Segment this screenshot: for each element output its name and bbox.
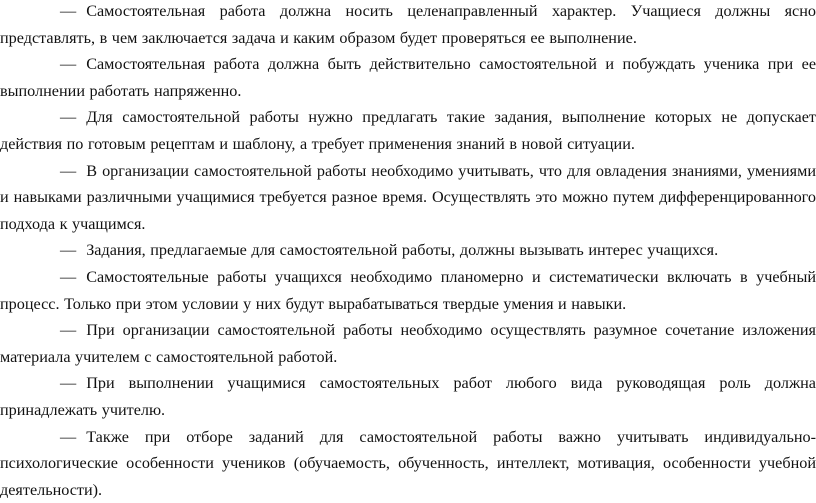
paragraph-8 bbox=[0, 370, 816, 423]
paragraph-text: Самостоятельная работа должна быть действительно самостоятельной и побуждать ученика при ее выполнении работать напряженно. bbox=[0, 55, 816, 100]
paragraph-text: Самостоятельная работа должна носить целенаправленный характер. Учащиеся должны ясно представлять, в чем заключается задача и каким образом будет проверяться ее выполнение. bbox=[0, 2, 816, 47]
dash-marker: — bbox=[30, 104, 76, 131]
paragraph-text: Самостоятельные работы учащихся необходимо планомерно и систематически включать в учебный процесс. Только при этом условии у них будут вырабатываться твердые умения и навыки. bbox=[0, 268, 816, 313]
paragraph-text: Задания, предлагаемые для самостоятельной работы, должны вызывать интерес учащихся. bbox=[86, 241, 718, 259]
paragraph-7 bbox=[0, 317, 816, 370]
dash-marker: — bbox=[30, 237, 76, 264]
dash-marker: — bbox=[30, 51, 76, 78]
dash-marker: — bbox=[30, 370, 76, 397]
dash-marker: — bbox=[30, 264, 76, 291]
dash-marker: — bbox=[30, 424, 76, 451]
paragraph-5 bbox=[0, 237, 816, 264]
paragraph-3 bbox=[0, 104, 816, 157]
paragraph-text: При выполнении учащимися самостоятельных работ любого вида руководящая роль должна принадлежать учителю. bbox=[0, 374, 816, 419]
paragraph-text: При организации самостоятельной работы необходимо осуществлять разумное сочетание изложения материала учителем с самостоятельной работой. bbox=[0, 321, 816, 366]
dash-marker: — bbox=[30, 158, 76, 185]
paragraph-2 bbox=[0, 51, 816, 104]
paragraph-1 bbox=[0, 0, 816, 51]
dash-marker: — bbox=[30, 317, 76, 344]
paragraph-text: В организации самостоятельной работы необходимо учитывать, что для овладения знаниями, умениями и навыками различными учащимися требуется разное время. Осуществлять это можно путем дифференцированного подхода к учащимся. bbox=[0, 162, 816, 233]
paragraph-4 bbox=[0, 158, 816, 238]
paragraph-6 bbox=[0, 264, 816, 317]
dash-marker: — bbox=[30, 0, 76, 25]
paragraph-text: Для самостоятельной работы нужно предлагать такие задания, выполнение которых не допускает действия по готовым рецептам и шаблону, а требует применения знаний в новой ситуации. bbox=[0, 108, 816, 153]
paragraph-9 bbox=[0, 424, 816, 503]
paragraph-text: Также при отборе заданий для самостоятельной работы важно учитывать индивидуально-психологические особенности учеников (обучаемость, обученность, интеллект, мотивация, особенности учебной деятельности). bbox=[0, 428, 816, 499]
